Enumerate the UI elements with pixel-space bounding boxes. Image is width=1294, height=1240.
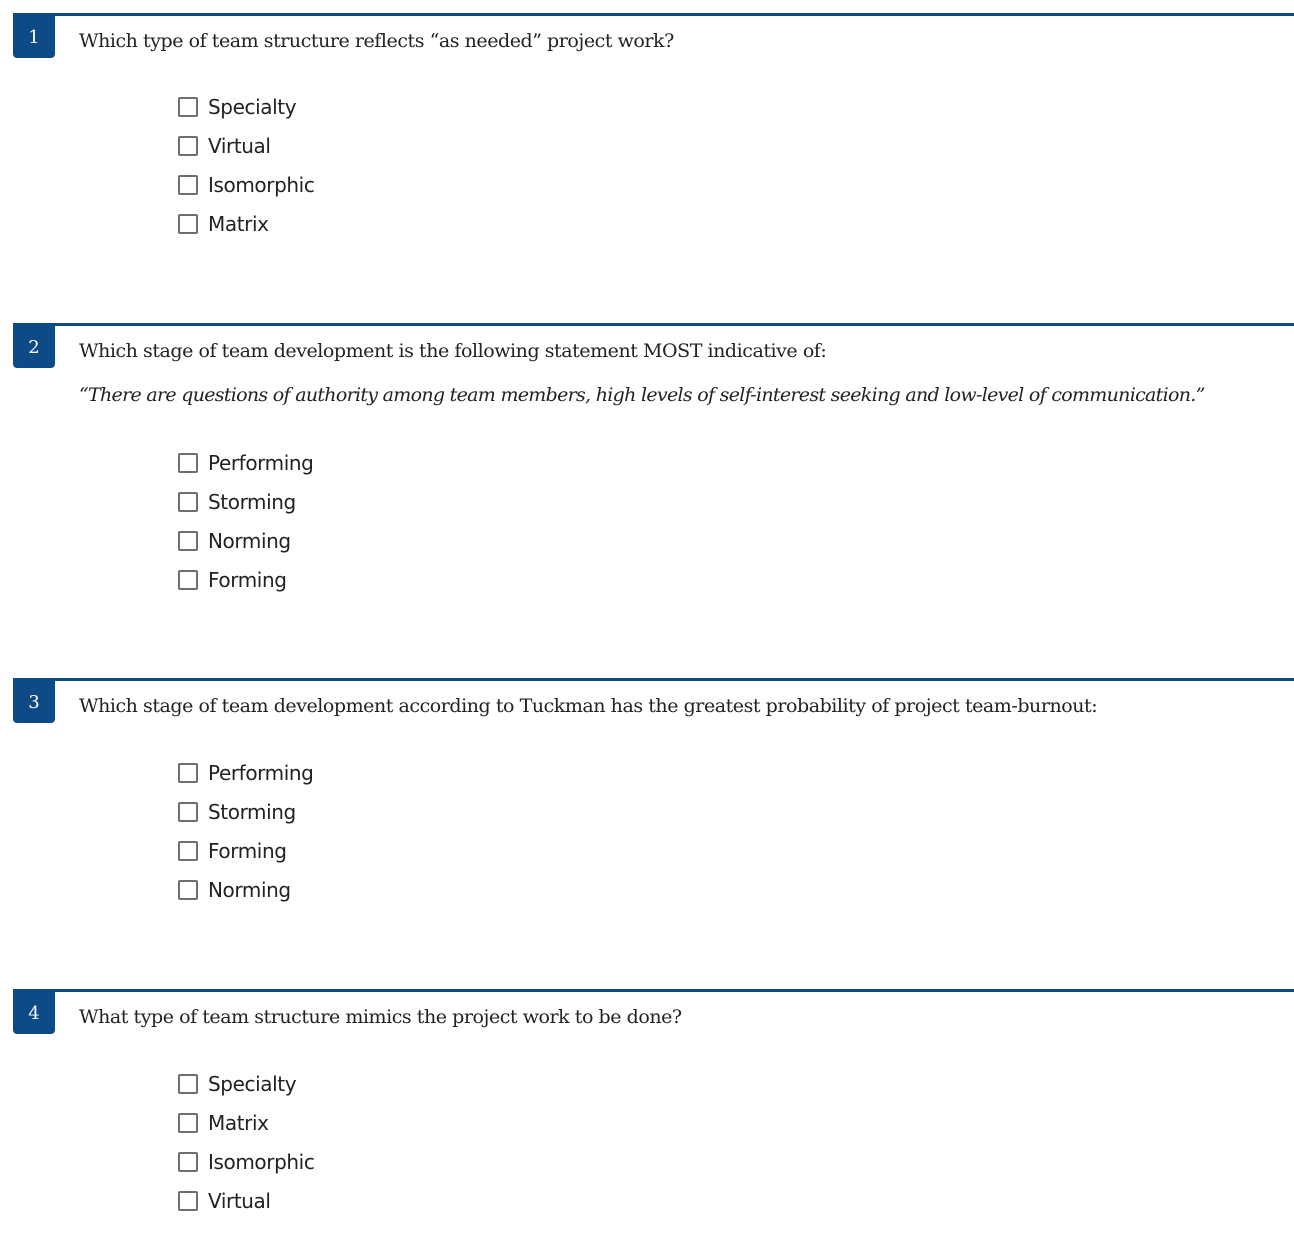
checkbox[interactable]	[178, 802, 198, 822]
answer-option[interactable]	[178, 792, 313, 831]
checkbox[interactable]	[178, 763, 198, 783]
question-quote: “There are questions of authority among team members, high levels of self-interest seeking and low-level of communication.”	[79, 384, 1205, 406]
question-text: What type of team structure mimics the project work to be done?	[79, 1006, 682, 1028]
answer-option[interactable]	[178, 165, 314, 204]
answer-option[interactable]	[178, 204, 314, 243]
question-text: Which stage of team development is the following statement MOST indicative of:	[79, 340, 827, 362]
question-number-badge: 3	[13, 678, 55, 723]
option-label: Norming	[208, 528, 291, 553]
option-label: Virtual	[208, 1188, 271, 1213]
checkbox[interactable]	[178, 136, 198, 156]
answer-option[interactable]	[178, 831, 313, 870]
checkbox[interactable]	[178, 97, 198, 117]
answer-options	[178, 87, 314, 243]
answer-options	[178, 443, 313, 599]
checkbox[interactable]	[178, 453, 198, 473]
answer-options	[178, 1064, 314, 1220]
option-label: Forming	[208, 838, 287, 863]
checkbox[interactable]	[178, 880, 198, 900]
question-divider	[13, 323, 1294, 326]
answer-option[interactable]	[178, 126, 314, 165]
option-label: Storming	[208, 489, 296, 514]
answer-option[interactable]	[178, 870, 313, 909]
checkbox[interactable]	[178, 1074, 198, 1094]
option-label: Forming	[208, 567, 287, 592]
question-divider	[13, 678, 1294, 681]
answer-option[interactable]	[178, 1181, 314, 1220]
answer-option[interactable]	[178, 521, 313, 560]
option-label: Specialty	[208, 1071, 297, 1096]
checkbox[interactable]	[178, 841, 198, 861]
answer-option[interactable]	[178, 753, 313, 792]
answer-option[interactable]	[178, 1103, 314, 1142]
answer-options	[178, 753, 313, 909]
answer-option[interactable]	[178, 1142, 314, 1181]
answer-option[interactable]	[178, 1064, 314, 1103]
question-number-badge: 2	[13, 323, 55, 368]
question-number-badge: 4	[13, 989, 55, 1034]
checkbox[interactable]	[178, 1191, 198, 1211]
question-text: Which stage of team development according to Tuckman has the greatest probability of project team-burnout:	[79, 695, 1098, 717]
checkbox[interactable]	[178, 214, 198, 234]
answer-option[interactable]	[178, 482, 313, 521]
checkbox[interactable]	[178, 1113, 198, 1133]
option-label: Virtual	[208, 133, 271, 158]
option-label: Specialty	[208, 94, 297, 119]
checkbox[interactable]	[178, 1152, 198, 1172]
option-label: Isomorphic	[208, 172, 315, 197]
answer-option[interactable]	[178, 560, 313, 599]
question-text: Which type of team structure reflects “as needed” project work?	[79, 30, 674, 52]
question-divider	[13, 989, 1294, 992]
checkbox[interactable]	[178, 570, 198, 590]
option-label: Performing	[208, 760, 314, 785]
option-label: Performing	[208, 450, 314, 475]
checkbox[interactable]	[178, 175, 198, 195]
checkbox[interactable]	[178, 492, 198, 512]
option-label: Isomorphic	[208, 1149, 315, 1174]
answer-option[interactable]	[178, 87, 314, 126]
question-divider	[13, 13, 1294, 16]
option-label: Norming	[208, 877, 291, 902]
option-label: Storming	[208, 799, 296, 824]
question-number-badge: 1	[13, 13, 55, 58]
answer-option[interactable]	[178, 443, 313, 482]
checkbox[interactable]	[178, 531, 198, 551]
option-label: Matrix	[208, 211, 269, 236]
option-label: Matrix	[208, 1110, 269, 1135]
